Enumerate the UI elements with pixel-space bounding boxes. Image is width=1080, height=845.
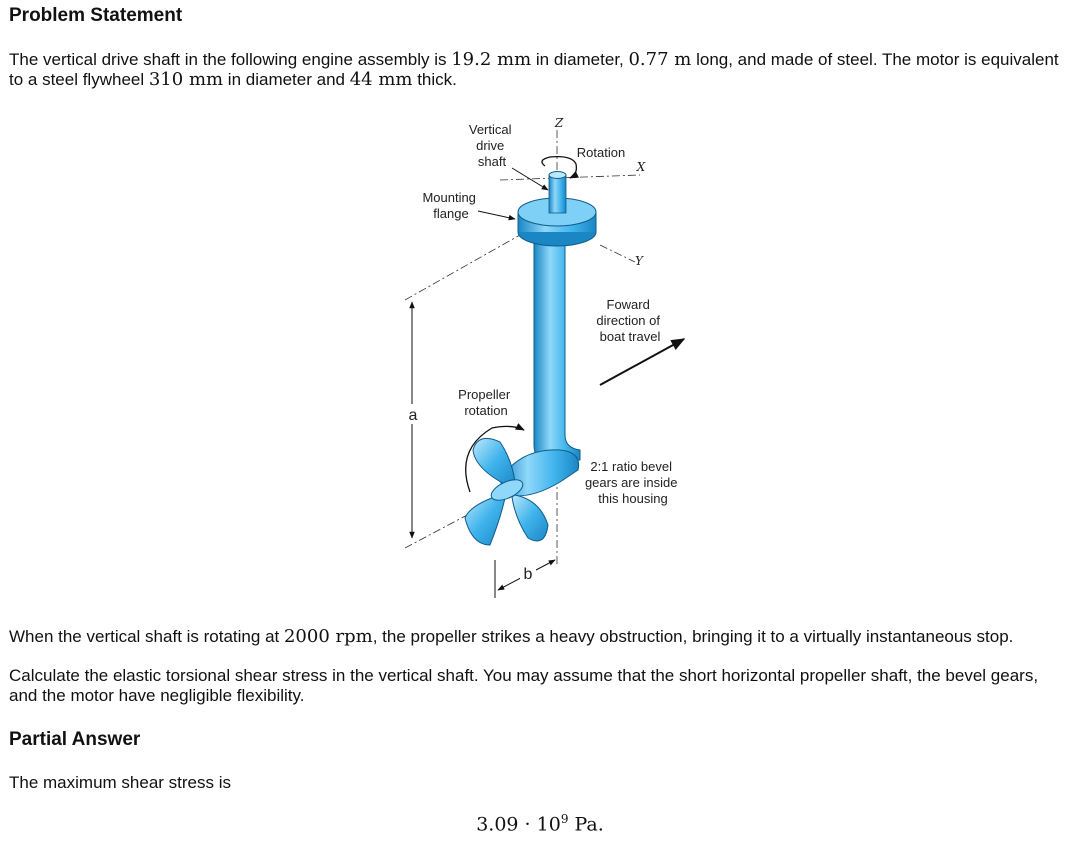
vertical-shaft-body [534,230,580,460]
label-rotation: Rotation [576,145,626,160]
problem-intro: The vertical drive shaft in the following engine assembly is 19.2 mm in diameter, 0.77 m long, and made of steel. The motor is equivalent to a steel flywheel 310 mm in diameter and 44 mm thick. [9,49,1059,90]
label-axis-z: Z [554,116,564,130]
forward-direction-arrow [600,339,684,385]
drive-shaft-stub [549,172,566,214]
engine-assembly-figure [380,112,720,602]
problem-task: Calculate the elastic torsional shear stress in the vertical shaft. You may assume that the short horizontal propeller shaft, the bevel gears, and the motor have negligible flexibility. [9,666,1039,705]
label-dim-a: a [408,407,418,424]
label-propeller-rotation: Propeller rotation [458,387,511,418]
problem-heading: Problem Statement [9,5,183,26]
label-gear-housing: 2:1 ratio bevel gears are inside this housing [584,459,678,506]
label-dim-b: b [523,566,533,583]
partial-answer-lead: The maximum shear stress is [9,773,231,792]
label-mounting-flange: Mounting flange [422,190,476,221]
label-vertical-drive-shaft: Vertical drive shaft [468,122,512,169]
answer-value: $3.09 \cdot 10^9$ Pa. [476,812,604,836]
label-axis-y: Y [635,254,643,268]
label-forward-direction: Foward direction of boat travel [596,297,661,344]
label-axis-x: X [636,160,646,174]
flywheel-diameter-value: 310 mm [148,69,224,90]
shaft-diameter-value: 19.2 mm [451,49,532,70]
problem-event: When the vertical shaft is rotating at 2000 rpm, the propeller strikes a heavy obstruction, bringing it to a virtually instantaneous stop. [9,626,1014,647]
partial-answer-heading: Partial Answer [9,729,141,750]
speed-value: 2000 rpm [283,626,373,647]
flywheel-thickness-value: 44 mm [349,69,413,90]
shaft-length-value: 0.77 m [628,49,692,70]
